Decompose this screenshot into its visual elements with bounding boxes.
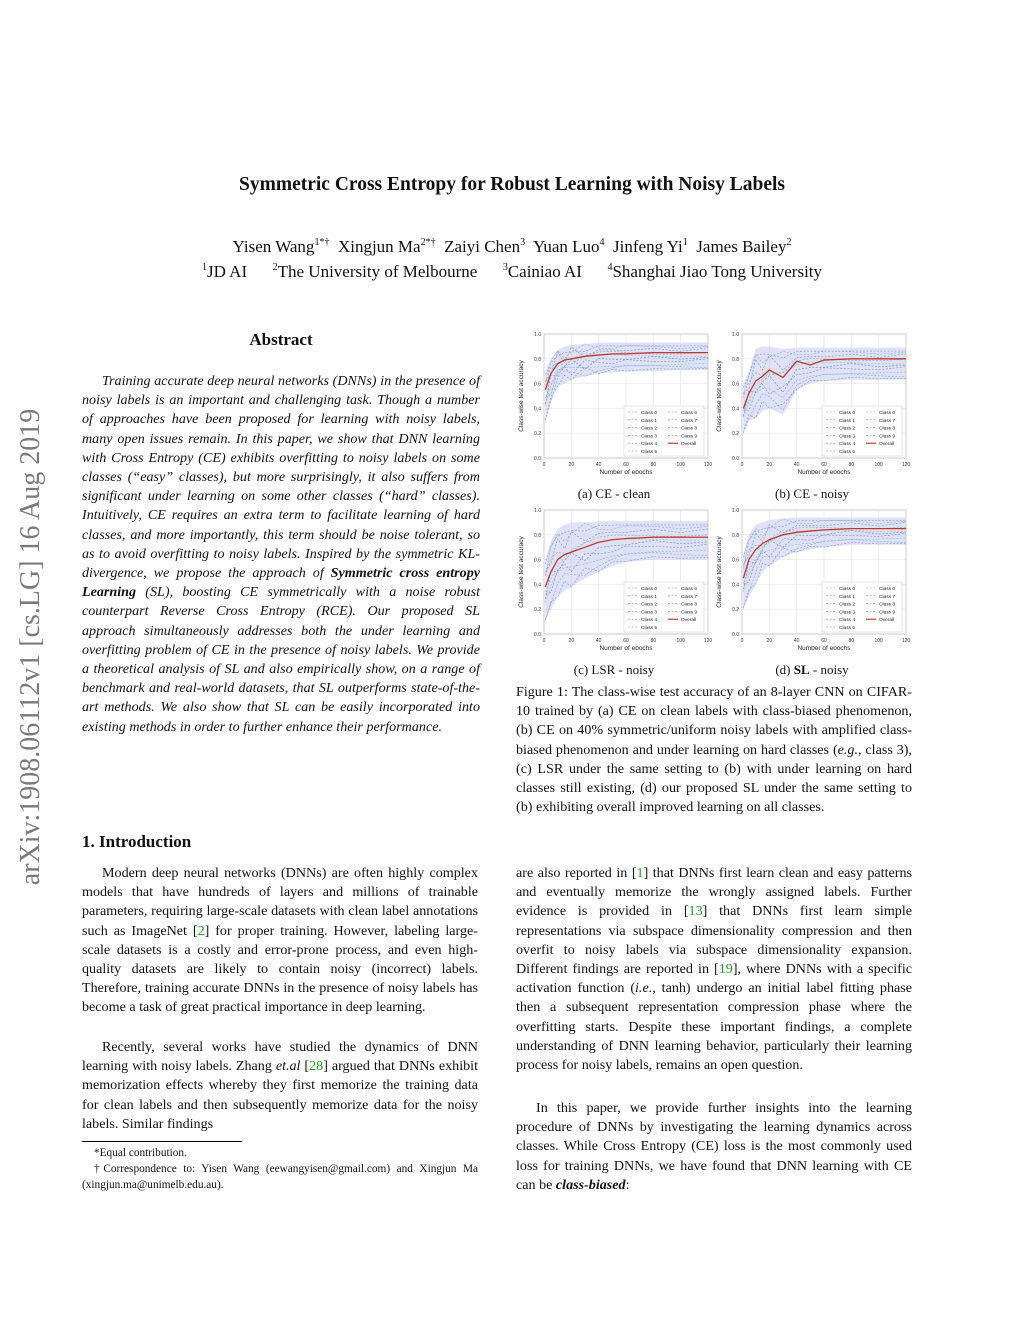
y-tick-label: 0.6 — [534, 381, 541, 388]
legend-label: Class 8 — [681, 426, 697, 432]
legend-label: Class 7 — [879, 594, 895, 600]
panel-caption-a: (a) CE - clean — [577, 486, 651, 501]
legend-label: Class 4 — [839, 618, 855, 624]
panel-caption-c: (c) LSR - noisy — [573, 662, 655, 677]
x-tick-label: 0 — [542, 462, 546, 468]
x-tick-label: 20 — [766, 638, 773, 644]
x-axis-label: Number of epochs — [797, 645, 851, 650]
legend-label: Class 9 — [681, 434, 697, 440]
x-tick-label: 120 — [901, 462, 911, 468]
y-tick-label: 0.2 — [534, 431, 541, 438]
y-axis-label: Class-wise test accuracy — [716, 536, 723, 608]
figure-panel-c — [514, 502, 714, 655]
legend-label: Class 5 — [839, 626, 855, 631]
y-axis-label: Class-wise test accuracy — [518, 536, 525, 608]
y-tick-label: 0.0 — [732, 632, 739, 638]
affiliation: $^4$Shanghai Jiao Tong University — [607, 262, 823, 281]
y-tick-label: 0.8 — [732, 356, 739, 363]
y-tick-label: 0.8 — [534, 356, 541, 363]
figure-panel-a — [514, 326, 714, 479]
legend-label: Class 7 — [681, 418, 697, 424]
citation-link[interactable]: 28 — [309, 1058, 324, 1075]
legend-label: Class 6 — [681, 411, 697, 416]
legend-label: Class 2 — [839, 426, 855, 432]
x-tick-label: 60 — [821, 462, 827, 468]
y-tick-label: 0.4 — [732, 582, 739, 589]
affiliation: $^2$The University of Melbourne — [272, 262, 478, 281]
legend-label: Overall — [681, 618, 697, 624]
y-tick-label: 1.0 — [732, 508, 739, 514]
x-tick-label: 100 — [874, 638, 883, 644]
legend-label: Class 8 — [879, 426, 895, 432]
legend-label: Class 3 — [641, 610, 657, 616]
affiliation: $^3$Cainiao AI — [502, 262, 582, 281]
x-axis-label: Number of epochs — [599, 645, 653, 650]
y-tick-label: 0.6 — [732, 381, 739, 388]
citation-link[interactable]: 19 — [718, 961, 733, 978]
x-tick-label: 120 — [901, 638, 911, 644]
x-tick-label: 0 — [542, 638, 546, 644]
arxiv-stamp-text: arXiv:1908.06112v1 [cs.LG] 16 Aug 2019 — [15, 408, 46, 886]
chart-panel-d — [712, 502, 912, 650]
legend-label: Class 7 — [681, 594, 697, 600]
author: Jinfeng Yi$^1$ — [613, 237, 688, 256]
intro-paragraph-1: Modern deep neural networks (DNNs) are often highly complex models that have hundreds of layers and millions of trainable parameters, requiring large-scale datasets with clean label annotations such as ImageNet [2] for proper training. However, labeling large-scale datasets is a costly and error-prone process, and even high-quality datasets are likely to contain noisy (incorrect) labels. Therefore, training accurate DNNs in the presence of noisy labels has become a task of great practical importance in deep learning. — [82, 865, 478, 1016]
intro-paragraph-3: are also reported in [1] that DNNs first learn clean and easy patterns and eventually memorize the wrongly assigned labels. Further evidence is provided in [13] that DNNs first learn simple representations via subspace dimensionality compression and then overfit to noisy labels via subspace dimensionality expansion. Different findings are reported in [19], where DNNs with a specific activation function (i.e., tanh) undergo an initial label fitting phase then a subsequent representation compression phase where the overfitting starts. Despite these important findings, a complete understanding of DNN learning behavior, particularly their learning process for noisy labels, remains an open question. — [516, 865, 912, 1074]
x-tick-label: 80 — [650, 462, 657, 468]
y-tick-label: 0.4 — [534, 406, 541, 413]
figure-caption: Figure 1: The class-wise test accuracy of an 8-layer CNN on CIFAR-10 trained by (a) CE on clean labels with class-biased phenomenon, (b) CE on 40% symmetric/uniform noisy labels with amplified class-biased phenomenon and under learning on hard classes (e.g., class 3), (c) LSR under the same setting to (b) with under learning on hard classes still existing, (d) our proposed SL under the same setting to (b) exhibiting overall improved learning on all classes. — [516, 684, 912, 816]
legend-label: Class 9 — [681, 610, 697, 616]
author: James Bailey$^2$ — [696, 237, 792, 256]
x-tick-label: 60 — [821, 638, 827, 644]
legend-label: Class 1 — [641, 418, 657, 424]
legend-label: Class 5 — [839, 450, 855, 455]
panel-caption-b: (b) CE - noisy — [774, 486, 850, 501]
abstract-text: Training accurate deep neural networks (DNNs) in the presence of noisy labels is an important and challenging task. Though a number of approaches have been proposed for learning with noisy labels, many open issues remain. In this paper, we show that DNN learning with Cross Entropy (CE) exhibits overfitting to noisy labels on some classes (“easy” classes), but more surprisingly, it also suffers from significant under learning on some other classes (“hard” classes). Intuitively, CE requires an extra term to facilitate learning of hard classes, and more importantly, this term should be noise tolerant, so as to avoid overfitting to noisy labels. Inspired by the symmetric KL-divergence, we propose the approach of Symmetric cross entropy Learning (SL), boosting CE symmetrically with a noise robust counterpart Reverse Cross Entropy (RCE). Our proposed SL approach simultaneously addresses both the under learning and overfitting problem of CE in the presence of noisy labels. We provide a theoretical analysis of SL and also empirically show, on a range of benchmark and real-world datasets, that SL outperforms state-of-the-art methods. We also show that SL can be easily incorporated into existing methods in order to further enhance their performance. — [82, 373, 480, 735]
legend-label: Class 4 — [641, 442, 657, 448]
legend-label: Class 6 — [879, 411, 895, 416]
legend-label: Class 5 — [641, 626, 657, 631]
legend-label: Class 2 — [641, 426, 657, 432]
y-tick-label: 0.2 — [732, 607, 739, 614]
chart-panel-b — [712, 326, 912, 474]
figure-panel-d — [712, 502, 912, 655]
x-tick-label: 40 — [793, 638, 800, 644]
x-tick-label: 20 — [568, 462, 575, 468]
citation-link[interactable]: 1 — [636, 865, 644, 881]
legend-label: Class 3 — [839, 610, 855, 616]
y-axis-label: Class-wise test accuracy — [518, 360, 525, 432]
affiliation: $^1$JD AI — [201, 262, 248, 281]
legend-label: Class 8 — [681, 602, 697, 608]
footnote-correspondence: †Correspondence to: Yisen Wang (eewangyisen@gmail.com) and Xingjun Ma (xingjun.ma@unimelb.edu.au). — [82, 1163, 478, 1191]
x-axis-label: Number of epochs — [599, 469, 653, 474]
intro-paragraph-2: Recently, several works have studied the dynamics of DNN learning with noisy labels. Zhang et.al [28] argued that DNNs exhibit memorization effects whereby they first memorize the training data for clean labels and then subsequently memorize data for the noisy labels. Similar findings — [82, 1039, 478, 1132]
legend-label: Class 0 — [641, 411, 657, 416]
affiliation-list — [0, 262, 1024, 282]
y-tick-label: 0.6 — [732, 557, 739, 564]
chart-panel-a — [514, 326, 714, 474]
x-tick-label: 100 — [676, 462, 685, 468]
x-tick-label: 0 — [740, 462, 744, 468]
section-heading-introduction: 1. Introduction — [82, 832, 192, 851]
author: Zaiyi Chen$^3$ — [444, 237, 526, 256]
legend-label: Class 8 — [879, 602, 895, 608]
panel-caption-d: (d) SL - noisy — [775, 662, 849, 677]
legend-label: Class 3 — [839, 434, 855, 440]
x-tick-label: 80 — [650, 638, 657, 644]
chart-panel-c — [514, 502, 714, 650]
legend-label: Class 6 — [681, 587, 697, 592]
x-tick-label: 80 — [848, 462, 855, 468]
y-tick-label: 1.0 — [534, 508, 541, 514]
legend-label: Class 7 — [879, 418, 895, 424]
author-list — [0, 237, 1024, 257]
y-tick-label: 0.8 — [534, 532, 541, 539]
y-tick-label: 0.2 — [534, 607, 541, 614]
legend-label: Class 0 — [839, 411, 855, 416]
x-tick-label: 40 — [595, 638, 602, 644]
legend-label: Class 1 — [839, 594, 855, 600]
x-tick-label: 20 — [568, 638, 575, 644]
x-tick-label: 60 — [623, 638, 629, 644]
y-tick-label: 1.0 — [732, 332, 739, 338]
x-tick-label: 20 — [766, 462, 773, 468]
legend-label: Class 9 — [879, 434, 895, 440]
x-tick-label: 60 — [623, 462, 629, 468]
legend-label: Class 6 — [879, 587, 895, 592]
citation-link[interactable]: 13 — [688, 903, 703, 920]
legend-label: Class 5 — [641, 450, 657, 455]
legend-label: Class 1 — [839, 418, 855, 424]
legend-label: Class 4 — [839, 442, 855, 448]
paper-title: Symmetric Cross Entropy for Robust Learning with Noisy Labels — [238, 174, 786, 195]
y-tick-label: 0.8 — [732, 532, 739, 539]
x-tick-label: 40 — [595, 462, 602, 468]
y-tick-label: 0.4 — [534, 582, 541, 589]
y-axis-label: Class-wise test accuracy — [716, 360, 723, 432]
abstract-heading: Abstract — [249, 330, 313, 349]
x-tick-label: 120 — [703, 638, 713, 644]
x-tick-label: 0 — [740, 638, 744, 644]
legend-label: Class 0 — [839, 587, 855, 592]
y-tick-label: 0.0 — [534, 632, 541, 638]
y-tick-label: 1.0 — [534, 332, 541, 338]
y-tick-label: 0.6 — [534, 557, 541, 564]
citation-link[interactable]: 2 — [197, 922, 205, 939]
x-tick-label: 80 — [848, 638, 855, 644]
legend-label: Class 2 — [839, 602, 855, 608]
y-tick-label: 0.0 — [732, 456, 739, 462]
legend-label: Overall — [681, 442, 697, 448]
footnote-equal-contribution: *Equal contribution. — [94, 1147, 187, 1159]
x-tick-label: 100 — [676, 638, 685, 644]
legend-label: Overall — [879, 618, 895, 624]
figure-panel-b — [712, 326, 912, 479]
intro-paragraph-4: In this paper, we provide further insights into the learning procedure of DNNs by investigating the learning dynamics across classes. While Cross Entropy (CE) loss is the most commonly used loss for training DNNs, we have found that DNN learning with CE can be class-biased: — [516, 1100, 912, 1193]
x-tick-label: 100 — [874, 462, 883, 468]
author: Yisen Wang$^{1*\dagger}$ — [232, 237, 330, 256]
arxiv-stamp — [2, 350, 60, 945]
legend-label: Class 4 — [641, 618, 657, 624]
legend-label: Overall — [879, 442, 895, 448]
footnote-divider — [82, 1141, 242, 1142]
legend-label: Class 2 — [641, 602, 657, 608]
legend-label: Class 9 — [879, 610, 895, 616]
legend-label: Class 0 — [641, 587, 657, 592]
x-tick-label: 40 — [793, 462, 800, 468]
y-tick-label: 0.4 — [732, 406, 739, 413]
legend-label: Class 3 — [641, 434, 657, 440]
author: Yuan Luo$^4$ — [532, 237, 605, 256]
legend-label: Class 1 — [641, 594, 657, 600]
y-tick-label: 0.2 — [732, 431, 739, 438]
author: Xingjun $Ma^{2*\dagger}$ — [337, 237, 436, 256]
x-axis-label: Number of epochs — [797, 469, 851, 474]
y-tick-label: 0.0 — [534, 456, 541, 462]
x-tick-label: 120 — [703, 462, 713, 468]
